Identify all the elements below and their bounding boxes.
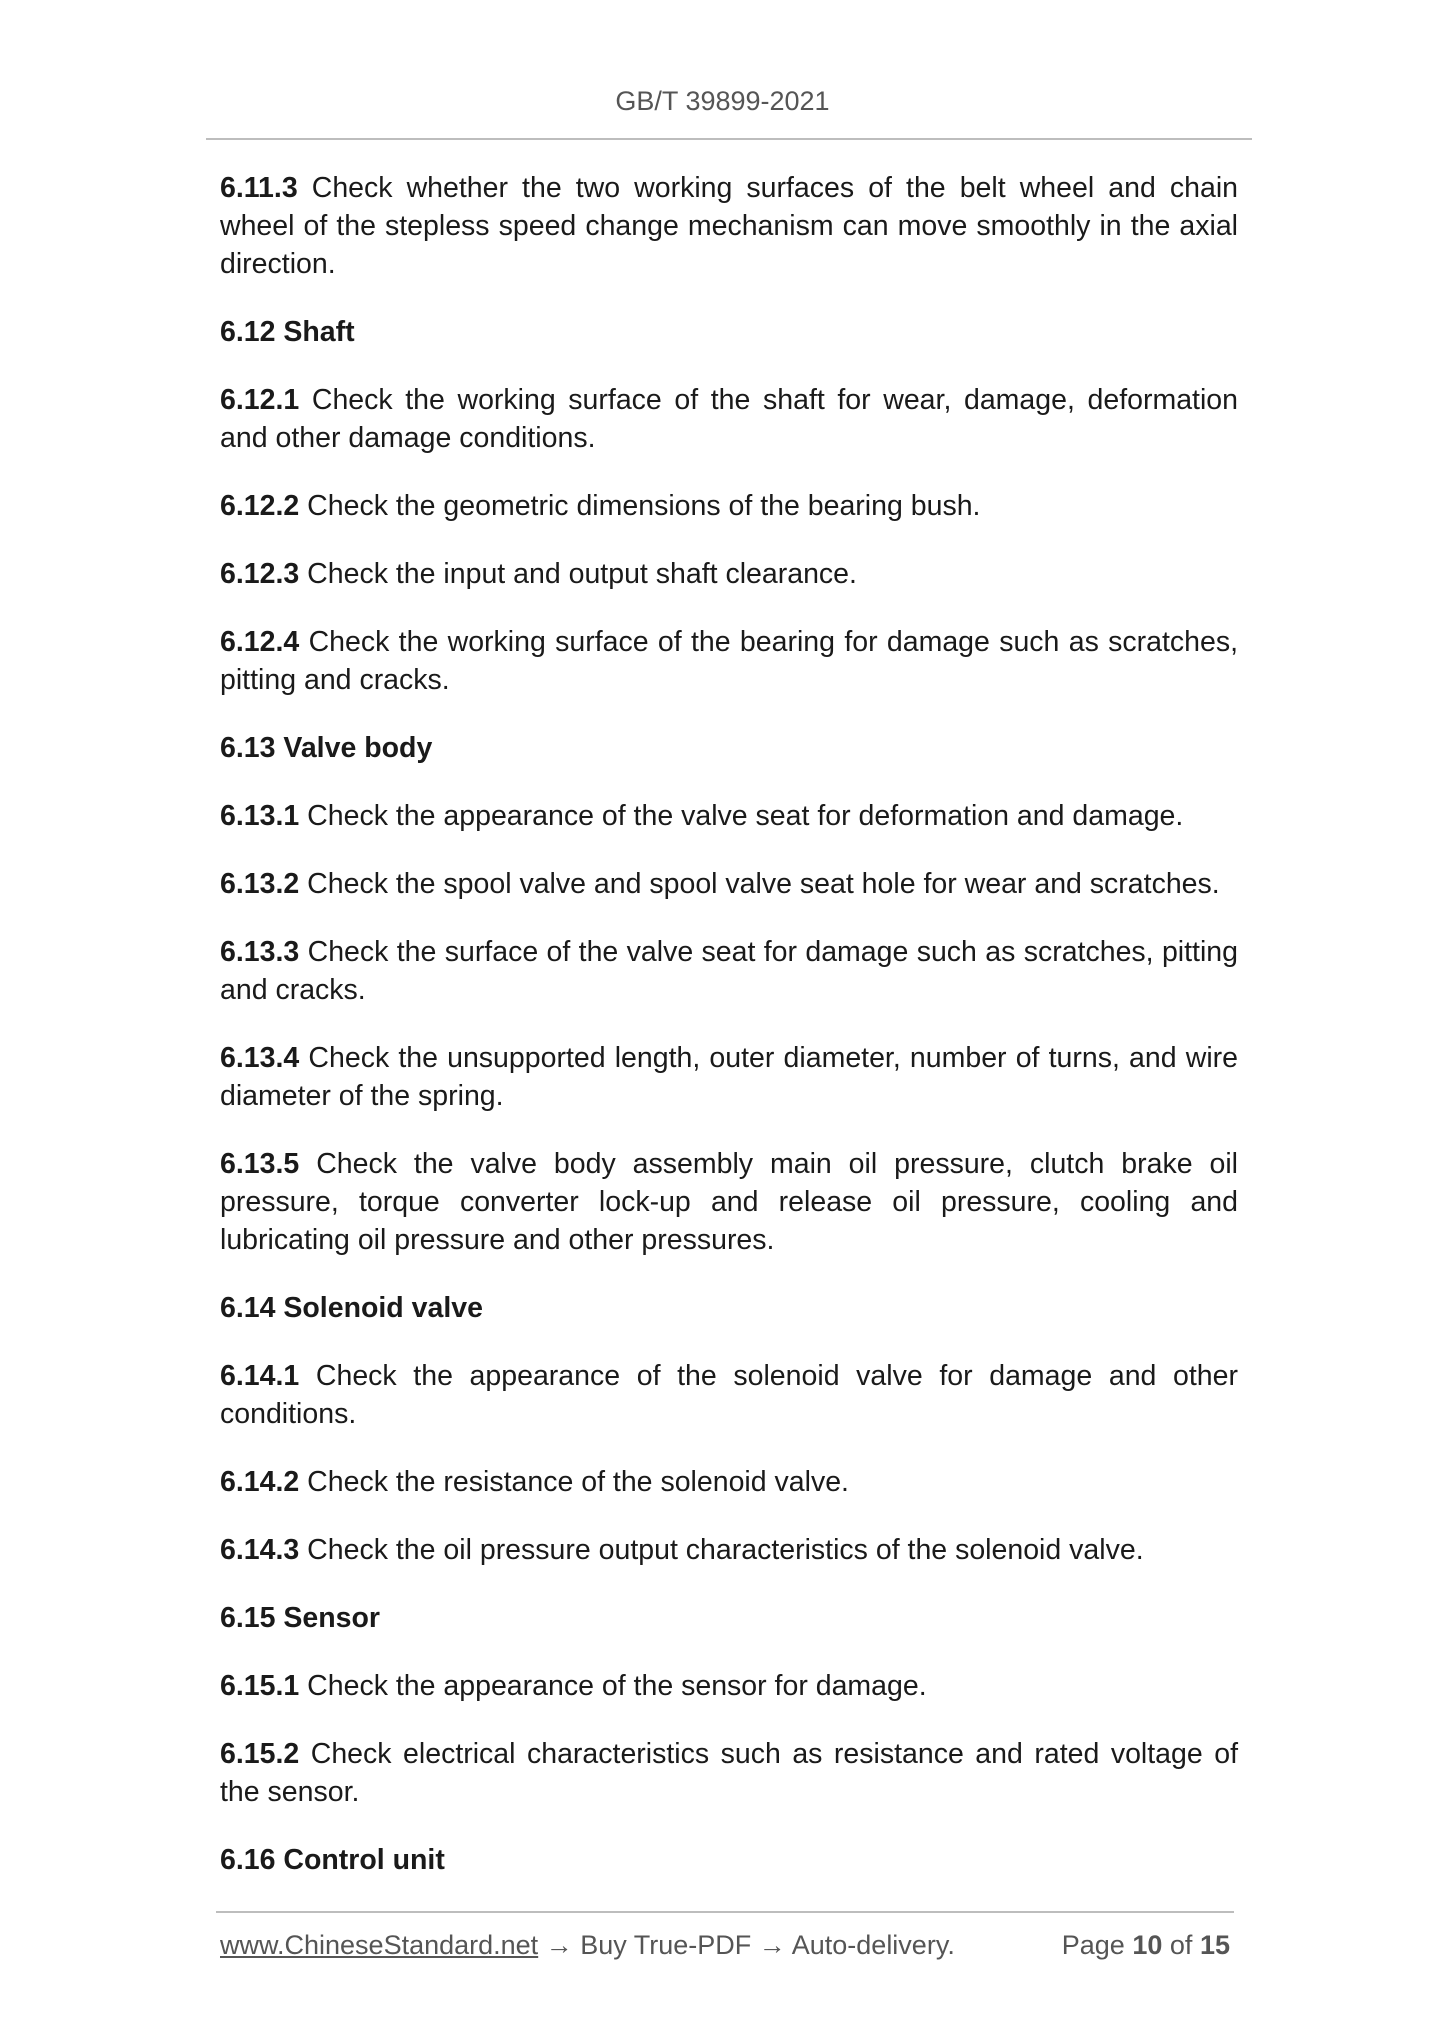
clause-number: 6.15.1	[220, 1670, 300, 1702]
page-indicator	[1062, 1930, 1230, 1961]
clause-6-11-3	[220, 169, 1238, 283]
clause-text: Check the geometric dimensions of the bearing bush.	[307, 490, 981, 522]
clause-6-13-3	[220, 933, 1238, 1009]
clause-number: 6.13.1	[220, 800, 300, 832]
section-heading-6-12: 6.12 Shaft	[220, 316, 355, 348]
clause-number: 6.12.1	[220, 384, 300, 416]
clause-number: 6.13.4	[220, 1042, 300, 1074]
clause-number: 6.13.5	[220, 1148, 300, 1180]
clause-text: Check electrical characteristics such as resistance and rated voltage of the sensor.	[220, 1738, 1238, 1808]
clause-6-13-2	[220, 865, 1238, 903]
clause-text: Check the appearance of the solenoid valve for damage and other conditions.	[220, 1360, 1238, 1430]
clause-6-13-4	[220, 1039, 1238, 1115]
page-of: of	[1169, 1930, 1193, 1960]
page-current: 10	[1132, 1930, 1163, 1960]
clause-text: Check whether the two working surfaces of the belt wheel and chain wheel of the stepless speed change mechanism can move smoothly in the axial direction.	[220, 172, 1239, 280]
section-heading-6-13: 6.13 Valve body	[220, 732, 433, 764]
clause-text: Check the appearance of the valve seat for deformation and damage.	[307, 800, 1184, 832]
section-heading-6-15: 6.15 Sensor	[220, 1602, 381, 1634]
clause-6-15-2	[220, 1735, 1238, 1811]
clause-number: 6.14.3	[220, 1534, 300, 1566]
clause-text: Check the working surface of the bearing for damage such as scratches, pitting and cracks.	[220, 626, 1239, 696]
clause-6-12-2	[220, 487, 1238, 525]
section-heading-6-14: 6.14 Solenoid valve	[220, 1292, 483, 1324]
clause-text: Check the working surface of the shaft for wear, damage, deformation and other damage conditions.	[220, 384, 1239, 454]
clause-number: 6.12.3	[220, 558, 300, 590]
clause-text: Check the appearance of the sensor for damage.	[307, 1670, 927, 1702]
document-body	[220, 169, 1238, 1909]
page-label: Page	[1061, 1930, 1125, 1960]
clause-number: 6.11.3	[220, 172, 298, 204]
section-heading-6-16: 6.16 Control unit	[220, 1844, 445, 1876]
clause-number: 6.12.4	[220, 626, 300, 658]
clause-6-13-5	[220, 1145, 1238, 1259]
clause-number: 6.15.2	[220, 1738, 300, 1770]
page-total: 15	[1199, 1930, 1230, 1960]
clause-6-14-3	[220, 1531, 1238, 1569]
clause-text: Check the input and output shaft clearance.	[307, 558, 857, 590]
clause-6-14-2	[220, 1463, 1238, 1501]
header-divider	[206, 138, 1252, 140]
clause-text: Check the unsupported length, outer diameter, number of turns, and wire diameter of the spring.	[220, 1042, 1238, 1112]
clause-6-12-4	[220, 623, 1238, 699]
clause-text: Check the oil pressure output characteristics of the solenoid valve.	[307, 1534, 1144, 1566]
footer-tagline: → Buy True-PDF → Auto-delivery.	[538, 1930, 955, 1960]
document-header: GB/T 39899-2021	[615, 86, 830, 116]
clause-text: Check the surface of the valve seat for damage such as scratches, pitting and cracks.	[220, 936, 1238, 1006]
clause-text: Check the spool valve and spool valve seat hole for wear and scratches.	[307, 868, 1220, 900]
clause-6-13-1	[220, 797, 1238, 835]
clause-number: 6.13.2	[220, 868, 300, 900]
clause-number: 6.14.1	[220, 1360, 300, 1392]
clause-number: 6.14.2	[220, 1466, 300, 1498]
clause-text: Check the resistance of the solenoid valve.	[307, 1466, 849, 1498]
clause-6-15-1	[220, 1667, 1238, 1705]
website-link[interactable]: www.ChineseStandard.net	[220, 1930, 539, 1960]
clause-number: 6.13.3	[220, 936, 300, 968]
clause-6-12-1	[220, 381, 1238, 457]
clause-text: Check the valve body assembly main oil pressure, clutch brake oil pressure, torque converter lock-up and release oil pressure, cooling and lubricating oil pressure and other pressures.	[220, 1148, 1238, 1256]
clause-6-12-3	[220, 555, 1238, 593]
clause-6-14-1	[220, 1357, 1238, 1433]
clause-number: 6.12.2	[220, 490, 300, 522]
footer-divider	[216, 1911, 1234, 1913]
document-footer	[220, 1930, 1234, 1961]
